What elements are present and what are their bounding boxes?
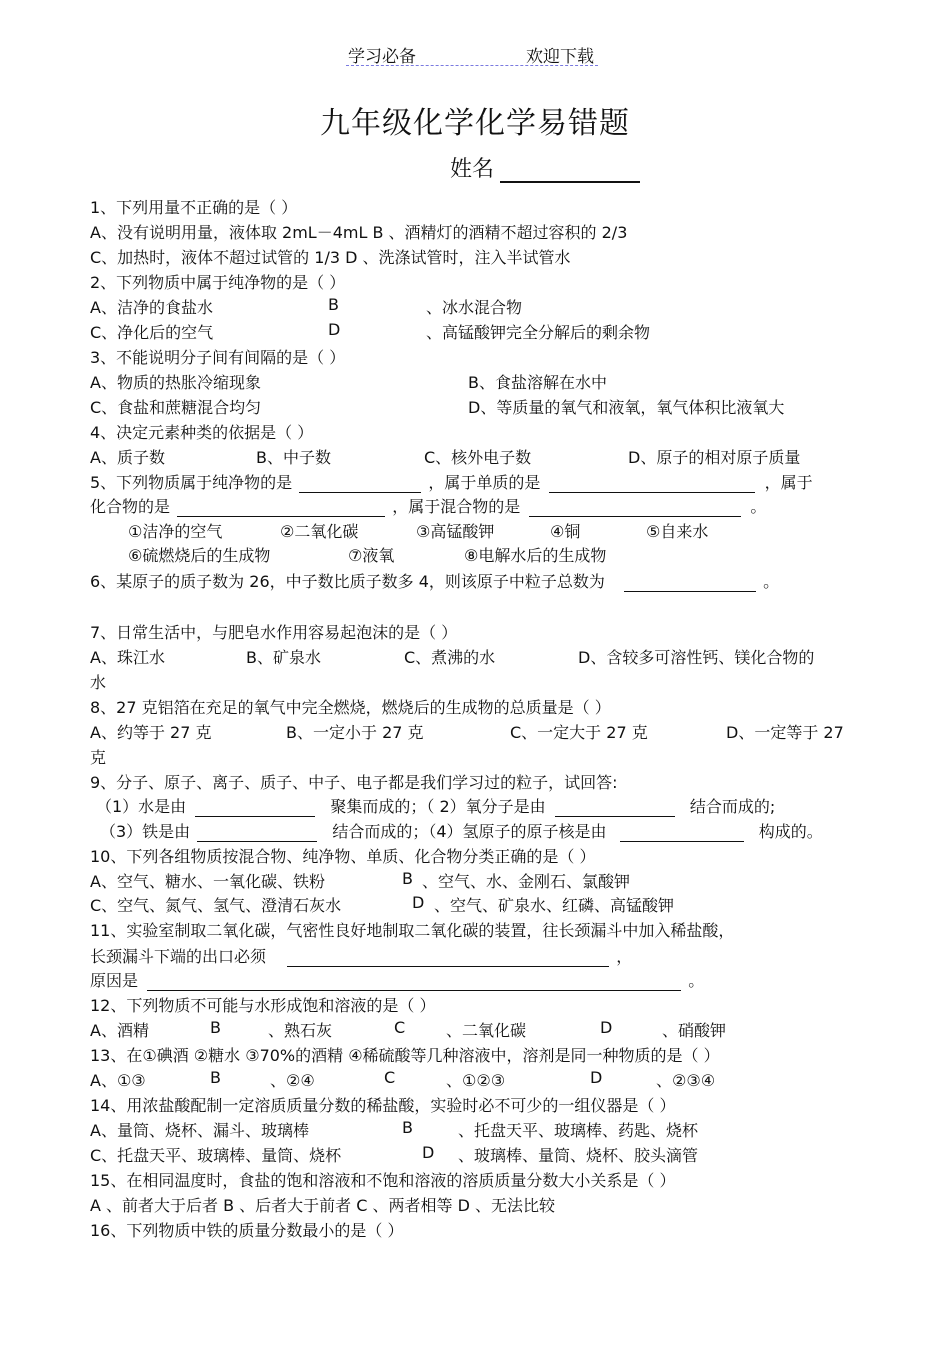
header-right-text: 欢迎下载 <box>526 47 594 67</box>
q5-item-7: ⑦液氧 <box>348 546 395 565</box>
q13-stem: 13、在①碘酒 ②糖水 ③70%的酒精 ④稀硫酸等几种溶液中，溶剂是同一种物质的是（ ） <box>90 1046 720 1065</box>
q1-options-cd: C、加热时，液体不超过试管的 1/3 D 、洗涤试管时，注入半试管水 <box>90 248 571 267</box>
q5-text-5: ，属于混合物的是 <box>392 497 521 516</box>
q13-option-d: 、②③④ <box>656 1071 716 1090</box>
q10-option-b-letter: B <box>402 869 413 888</box>
q9-sub1-text-c: 结合而成的; <box>689 797 776 816</box>
q5-text-4: 化合物的是 <box>90 497 171 516</box>
q14-option-d-letter: D <box>422 1143 435 1162</box>
name-field <box>450 152 640 183</box>
q7-option-c: C、煮沸的水 <box>404 648 496 667</box>
q1-stem: 1、下列用量不正确的是（ ） <box>90 198 298 217</box>
q4-stem: 4、决定元素种类的依据是（ ） <box>90 423 314 442</box>
q5-line2 <box>90 494 766 517</box>
q5-item-5: ⑤自来水 <box>646 522 709 541</box>
q2-option-d: 、高锰酸钾完全分解后的剩余物 <box>426 323 651 342</box>
q6-end: 。 <box>763 572 780 591</box>
name-label: 姓名 <box>450 157 495 182</box>
q9-sub-1 <box>96 794 775 817</box>
q9-blank-2 <box>555 800 675 817</box>
q12-option-c-letter: C <box>394 1018 406 1037</box>
q9-sub1-text-b: 聚集而成的；（ 2）氧分子是由 <box>330 797 546 816</box>
q6-text: 6、某原子的质子数为 26，中子数比质子数多 4，则该原子中粒子总数为 <box>90 572 605 591</box>
q15-stem: 15、在相同温度时，食盐的饱和溶液和不饱和溶液的溶质质量分数大小关系是（ ） <box>90 1171 676 1190</box>
q11-line2 <box>90 944 632 967</box>
q5-item-8: ⑧电解水后的生成物 <box>464 546 607 565</box>
q4-option-d: D、原子的相对原子质量 <box>628 448 801 467</box>
q3-option-b: B、食盐溶解在水中 <box>468 373 607 392</box>
q8-option-d-cont: 克 <box>90 748 107 767</box>
q12-option-a: A、酒精 <box>90 1021 149 1040</box>
q8-option-c: C、一定大于 27 克 <box>510 723 648 742</box>
q7-stem: 7、日常生活中，与肥皂水作用容易起泡沫的是（ ） <box>90 623 458 642</box>
q10-option-a: A、空气、糖水、一氧化碳、铁粉 <box>90 872 325 891</box>
q9-sub2-text-c: 构成的。 <box>758 822 823 841</box>
q10-option-d: 、空气、矿泉水、红磷、高锰酸钾 <box>434 896 675 915</box>
page-title: 九年级化学化学易错题 <box>320 106 630 141</box>
name-blank <box>500 159 640 183</box>
q8-option-b: B、一定小于 27 克 <box>286 723 424 742</box>
q5-blank-pure <box>299 476 421 493</box>
q12-option-b: 、熟石灰 <box>268 1021 333 1040</box>
q9-sub2-text-a: （3）铁是由 <box>100 822 191 841</box>
q5-text-6: 。 <box>750 497 767 516</box>
q12-stem: 12、下列物质不可能与水形成饱和溶液的是（ ） <box>90 996 436 1015</box>
q7-option-d: D、含较多可溶性钙、镁化合物的 <box>578 648 815 667</box>
q9-blank-3 <box>197 825 317 842</box>
q2-stem: 2、下列物质中属于纯净物的是（ ） <box>90 273 346 292</box>
q11-stem: 11、实验室制取二氧化碳，气密性良好地制取二氧化碳的装置，往长颈漏斗中加入稀盐酸， <box>90 921 735 940</box>
q12-option-b-letter: B <box>210 1018 221 1037</box>
q14-option-b: 、托盘天平、玻璃棒、药匙、烧杯 <box>458 1121 699 1140</box>
q9-sub1-text-a: （1）水是由 <box>96 797 187 816</box>
q13-option-c: 、①②③ <box>446 1071 506 1090</box>
q2-option-b-letter: B <box>328 295 339 314</box>
q11-blank-2 <box>147 974 681 991</box>
q12-option-d-letter: D <box>600 1018 613 1037</box>
q5-blank-mixture <box>529 500 741 517</box>
q3-option-c: C、食盐和蔗糖混合均匀 <box>90 398 262 417</box>
q3-stem: 3、不能说明分子间有间隔的是（ ） <box>90 348 346 367</box>
q14-option-b-letter: B <box>402 1118 413 1137</box>
q9-blank-1 <box>195 800 315 817</box>
q7-option-d-cont: 水 <box>90 673 107 692</box>
q5-text-3: ，属于 <box>764 473 813 492</box>
q13-option-a: A、①③ <box>90 1071 146 1090</box>
q5-text-1: 5、下列物质属于纯净物的是 <box>90 473 293 492</box>
q5-item-2: ②二氧化碳 <box>280 522 359 541</box>
q4-option-b: B、中子数 <box>256 448 331 467</box>
q9-blank-4 <box>620 825 744 842</box>
q14-option-d: 、玻璃棒、量筒、烧杯、胶头滴管 <box>458 1146 699 1165</box>
q13-option-d-letter: D <box>590 1068 603 1087</box>
q4-option-a: A、质子数 <box>90 448 165 467</box>
q14-stem: 14、用浓盐酸配制一定溶质质量分数的稀盐酸，实验时必不可少的一组仪器是（ ） <box>90 1096 676 1115</box>
header-left-text: 学习必备 <box>348 47 416 67</box>
q5-blank-element <box>549 476 755 493</box>
q5-line1 <box>90 470 813 493</box>
q14-option-c: C、托盘天平、玻璃棒、量筒、烧杯 <box>90 1146 342 1165</box>
q9-sub-2 <box>100 819 823 842</box>
q5-item-1: ①洁净的空气 <box>128 522 223 541</box>
q10-stem: 10、下列各组物质按混合物、纯净物、单质、化合物分类正确的是（ ） <box>90 847 596 866</box>
q11-text-3-end: 。 <box>688 971 705 990</box>
q11-text-3: 原因是 <box>90 971 139 990</box>
q1-options-ab: A、没有说明用量，液体取 2mL－4mL B 、酒精灯的酒精不超过容积的 2/3 <box>90 223 628 242</box>
q10-option-b: 、空气、水、金刚石、氯酸钾 <box>422 872 631 891</box>
q6-stem <box>90 569 779 592</box>
page-header <box>0 40 950 68</box>
header-dashed-rule <box>346 65 598 66</box>
q5-text-2: ，属于单质的是 <box>428 473 541 492</box>
q15-options: A 、前者大于后者 B 、后者大于前者 C 、两者相等 D 、无法比较 <box>90 1196 556 1215</box>
q6-blank <box>624 575 756 592</box>
q5-item-4: ④铜 <box>550 522 581 541</box>
q5-item-6: ⑥硫燃烧后的生成物 <box>128 546 271 565</box>
q13-option-b-letter: B <box>210 1068 221 1087</box>
q10-option-c: C、空气、氮气、氢气、澄清石灰水 <box>90 896 342 915</box>
q3-option-a: A、物质的热胀冷缩现象 <box>90 373 261 392</box>
q8-option-a: A、约等于 27 克 <box>90 723 212 742</box>
q11-line3 <box>90 968 704 991</box>
q7-option-b: B、矿泉水 <box>246 648 321 667</box>
q8-stem: 8、27 克铝箔在充足的氧气中完全燃烧，燃烧后的生成物的总质量是（ ） <box>90 698 611 717</box>
q16-stem: 16、下列物质中铁的质量分数最小的是（ ） <box>90 1221 404 1240</box>
q2-option-b: 、冰水混合物 <box>426 298 523 317</box>
q5-item-3: ③高锰酸钾 <box>416 522 495 541</box>
q11-blank-1 <box>287 950 609 967</box>
q9-sub2-text-b: 结合而成的；（4）氢原子的原子核是由 <box>332 822 607 841</box>
q14-option-a: A、量筒、烧杯、漏斗、玻璃棒 <box>90 1121 309 1140</box>
q13-option-b: 、②④ <box>270 1071 315 1090</box>
q13-option-c-letter: C <box>384 1068 396 1087</box>
q4-option-c: C、核外电子数 <box>424 448 532 467</box>
q5-blank-compound <box>177 500 385 517</box>
q8-option-d: D、一定等于 27 <box>726 723 844 742</box>
q2-option-c: C、净化后的空气 <box>90 323 214 342</box>
q12-option-c: 、二氧化碳 <box>446 1021 527 1040</box>
q9-stem: 9、分子、原子、离子、质子、中子、电子都是我们学习过的粒子，试回答: <box>90 773 618 792</box>
q2-option-a: A、洁净的食盐水 <box>90 298 213 317</box>
q3-option-d: D、等质量的氧气和液氧，氧气体积比液氧大 <box>468 398 785 417</box>
q2-option-d-letter: D <box>328 320 341 339</box>
q11-text-2-end: ， <box>616 947 633 966</box>
q10-option-d-letter: D <box>412 893 425 912</box>
q7-option-a: A、珠江水 <box>90 648 165 667</box>
q12-option-d: 、硝酸钾 <box>662 1021 727 1040</box>
q11-text-2: 长颈漏斗下端的出口必须 <box>90 947 267 966</box>
